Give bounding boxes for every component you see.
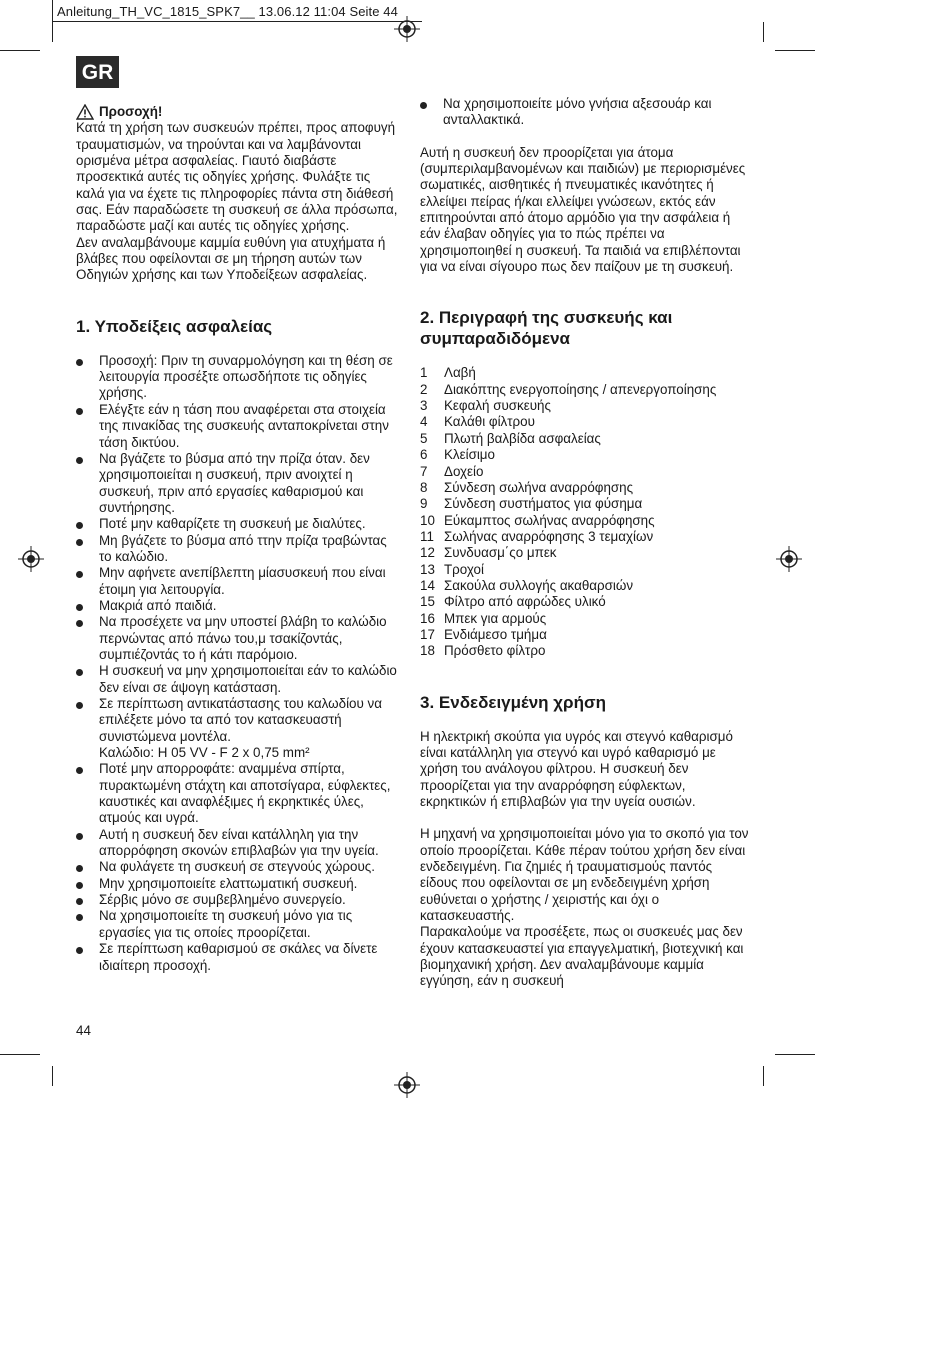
parts-item bbox=[420, 594, 750, 610]
list-item: Προσοχή: Πριν τη συναρμολόγηση και τη θέση σε λειτουργία προσέξτε οπωσδήποτε τις οδηγίες χρήσης. bbox=[76, 353, 402, 402]
part-label: Σύνδεση σωλήνα αναρρόφησης bbox=[444, 479, 634, 495]
crop-mark bbox=[775, 1054, 815, 1055]
part-number: 12 bbox=[420, 545, 435, 561]
intended-use-paragraph: Η ηλεκτρική σκούπα για υγρός και στεγνό καθαρισμό είναι κατάλληλη για στεγνό και υγρό καθαρισμό με χρήση του ανάλογου φίλτρου. Η συσκευή δεν προορίζεται για την αναρρόφηση εύφλεκτων, εκρηκτικών ή επιβλαβών για την υγεία ουσιών. bbox=[420, 728, 733, 809]
parts-item bbox=[420, 464, 750, 480]
parts-item bbox=[420, 643, 750, 659]
warning-title: Προσοχή! bbox=[99, 104, 163, 119]
crop-mark bbox=[0, 1054, 40, 1055]
part-label: Φίλτρο από αφρώδες υλικό bbox=[444, 594, 606, 610]
part-label: Καλάθι φίλτρου bbox=[444, 414, 535, 430]
list-item: Η συσκευή να μην χρησιμοποιείται εάν το καλώδιο δεν είναι σε άψογη κατάσταση. bbox=[76, 663, 402, 696]
part-number: 10 bbox=[420, 512, 435, 528]
list-item: Ελέγξτε εάν η τάση που αναφέρεται στα στοιχεία της πινακίδας της συσκευής ανταποκρίνεται στην τάση δικτύου. bbox=[76, 402, 402, 451]
list-item: Μην αφήνετε ανεπίβλεπτη μίασυσκευή που είναι έτοιμη για λειτουργία. bbox=[76, 565, 402, 598]
part-number: 11 bbox=[420, 528, 434, 544]
crop-mark bbox=[763, 1066, 764, 1086]
right-column bbox=[420, 96, 750, 990]
parts-item bbox=[420, 398, 750, 414]
registration-mark-icon bbox=[18, 546, 44, 572]
part-number: 6 bbox=[420, 447, 428, 463]
part-label: Δοχείο bbox=[444, 463, 484, 479]
part-number: 9 bbox=[420, 496, 428, 512]
slug-divider bbox=[52, 0, 53, 22]
part-number: 16 bbox=[420, 610, 435, 626]
warning-triangle-icon bbox=[76, 104, 94, 120]
parts-item bbox=[420, 431, 750, 447]
part-label: Διακόπτης ενεργοποίησης / απενεργοποίησης bbox=[444, 381, 717, 397]
intended-use-paragraph: Η μηχανή να χρησιμοποιείται μόνο για το σκοπό για τον οποίο προορίζεται. Κάθε πέραν τούτου χρήση δεν είναι ενδεδειγμένη. Για ζημιές ή τραυματισμούς παντός είδους που οφείλονται σε μη ενδεδειγμένη χρήση ευθύνεται ο χρήστης / χειριστής και όχι ο κατασκευαστής. bbox=[420, 826, 749, 924]
warning-paragraph: Δεν αναλαμβάνουμε καμμία ευθύνη για ατυχήματα ή βλάβες που οφείλονται σε μη τήρηση αυτών των Οδηγιών χρήσης και των Υποδείξεων ασφαλείας. bbox=[76, 234, 386, 283]
part-number: 4 bbox=[420, 414, 428, 430]
parts-item bbox=[420, 513, 750, 529]
crop-mark bbox=[52, 22, 53, 42]
intended-use-paragraph: Παρακαλούμε να προσέξετε, πως οι συσκευές μας δεν έχουν κατασκευαστεί για επαγγελματική, βιοτεχνική και βιομηχανική χρήση. Δεν αναλαμβάνουμε καμμία εγγύηση, εάν η συσκευή bbox=[420, 924, 744, 989]
list-item bbox=[76, 696, 402, 761]
part-label: Εύκαμπτος σωλήνας αναρρόφησης bbox=[444, 512, 655, 528]
crop-mark bbox=[52, 1066, 53, 1086]
part-label: Συνδυασμ΄ςο μπεκ bbox=[444, 545, 557, 561]
print-slug: Anleitung_TH_VC_1815_SPK7__ 13.06.12 11:04 Seite 44 bbox=[57, 4, 398, 19]
parts-item bbox=[420, 545, 750, 561]
part-label: Σωλήνας αναρρόφησης 3 τεμαχίων bbox=[444, 528, 654, 544]
list-item: Να χρησιμοποιείτε μόνο γνήσια αξεσουάρ και ανταλλακτικά. bbox=[420, 96, 750, 129]
list-item: Μη βγάζετε το βύσμα από ττην πρίζα τραβώντας το καλώδιο. bbox=[76, 533, 402, 566]
part-label: Ενδιάμεσο τμήμα bbox=[444, 626, 547, 642]
part-label: Μπεκ για αρμούς bbox=[444, 610, 547, 626]
part-number: 14 bbox=[420, 577, 435, 593]
crop-mark bbox=[775, 50, 815, 51]
list-item-text: Σε περίπτωση αντικατάστασης του καλωδίου να επιλέξετε μόνο τα από τον κατασκευαστή συνιστώμενα μοντέλα. bbox=[99, 696, 382, 744]
part-number: 8 bbox=[420, 479, 428, 495]
accessory-note bbox=[420, 96, 750, 129]
section-heading-safety: 1. Υποδείξεις ασφαλείας bbox=[76, 316, 273, 336]
section-heading-intended-use: 3. Ενδεδειγμένη χρήση bbox=[420, 692, 606, 712]
list-item: Ποτέ μην καθαρίζετε τη συσκευή με διαλύτες. bbox=[76, 516, 402, 532]
part-number: 15 bbox=[420, 594, 435, 610]
list-item: Μακριά από παιδιά. bbox=[76, 598, 402, 614]
part-number: 17 bbox=[420, 626, 435, 642]
crop-mark bbox=[763, 22, 764, 42]
registration-mark-icon bbox=[394, 16, 420, 42]
parts-item bbox=[420, 529, 750, 545]
language-badge: GR bbox=[76, 56, 119, 88]
parts-item bbox=[420, 480, 750, 496]
list-item: Να βγάζετε το βύσμα από την πρίζα όταν. δεν χρησιμοποιείται η συσκευή, πριν ανοιχτεί η συσκευή, πριν από εργασίες καθαρισμού και συντήρησης. bbox=[76, 451, 402, 516]
left-column bbox=[76, 104, 402, 974]
parts-item bbox=[420, 496, 750, 512]
warning-heading bbox=[76, 104, 402, 120]
list-item: Σε περίπτωση καθαρισμού σε σκάλες να δίνετε ιδιαίτερη προσοχή. bbox=[76, 941, 402, 974]
parts-item bbox=[420, 627, 750, 643]
section-heading-description: 2. Περιγραφή της συσκευής και συμπαραδιδόμενα bbox=[420, 308, 673, 349]
parts-item bbox=[420, 414, 750, 430]
parts-list bbox=[420, 365, 750, 659]
cable-spec: Καλώδιο: H 05 VV - F 2 x 0,75 mm² bbox=[99, 745, 310, 761]
list-item: Αυτή η συσκευή δεν είναι κατάλληλη για την απορρόφηση σκονών επιβλαβών για την υγεία. bbox=[76, 827, 402, 860]
part-number: 2 bbox=[420, 381, 428, 397]
part-label: Κεφαλή συσκευής bbox=[444, 398, 551, 414]
page-number: 44 bbox=[76, 1023, 91, 1038]
part-label: Τροχοί bbox=[444, 561, 484, 577]
list-item: Να φυλάγετε τη συσκευή σε στεγνούς χώρους. bbox=[76, 859, 402, 875]
part-label: Σύνδεση συστήματος για φύσημα bbox=[444, 496, 643, 512]
parts-item bbox=[420, 611, 750, 627]
intro-paragraph: Αυτή η συσκευή δεν προορίζεται για άτομα (συμπεριλαμβανομένων και παιδιών) με περιορισμένες σωματικές, αισθητικές ή πνευματικές ικανότητες ή ελλείψει πείρας ή/και ελλείψει γνώσεων, εκτός εάν επιτηρούνται από άτομο αρμόδιο για την ασφάλεια ή εάν έλαβαν οδηγίες για το πώς πρέπει να χρησιμοποιηθεί η συσκευή. Τα παιδιά να επιβλέπονται για να είναι σίγουρο πως δεν παίζουν με τη συσκευή. bbox=[420, 144, 746, 275]
registration-mark-icon bbox=[776, 546, 802, 572]
warning-paragraph: Κατά τη χρήση των συσκευών πρέπει, προς αποφυγή τραυματισμών, να τηρούνται και να λαμβάνονται ορισμένα μέτρα ασφαλείας. Γιαυτό διαβάστε προσεκτικά αυτές τις οδηγίες χρήσης. Φυλάξτε τις καλά για να έχετε τις πληροφορίες πάντα στη διάθεσή σας. Εάν παραδώσετε τη συσκευή σε άλλα πρόσωπα, παραδώστε μαζί και αυτές τις οδηγίες χρήσης. bbox=[76, 120, 398, 234]
part-number: 18 bbox=[420, 643, 435, 659]
list-item: Να προσέχετε να μην υποστεί βλάβη το καλώδιο περνώντας από πάνω του,μ τσακίζοντάς, συμπιέζοντάς το ή κάτι παρόμοιο. bbox=[76, 614, 402, 663]
crop-mark bbox=[0, 50, 40, 51]
parts-item bbox=[420, 447, 750, 463]
part-label: Λαβή bbox=[444, 365, 476, 381]
list-item: Να χρησιμοποιείτε τη συσκευή μόνο για τις εργασίες για τις οποίες προορίζεται. bbox=[76, 908, 402, 941]
part-number: 7 bbox=[420, 463, 428, 479]
parts-item bbox=[420, 578, 750, 594]
list-item: Ποτέ μην απορροφάτε: αναμμένα σπίρτα, πυρακτωμένη στάχτη και αποτσίγαρα, εύφλεκτες, καυστικές και αναφλέξιμες ή εκρηκτικές ύλες, ατμούς και υγρά. bbox=[76, 761, 402, 826]
part-label: Σακούλα συλλογής ακαθαρσιών bbox=[444, 577, 634, 593]
list-item: Μην χρησιμοποιείτε ελαττωματική συσκευή. bbox=[76, 876, 402, 892]
parts-item bbox=[420, 382, 750, 398]
parts-item bbox=[420, 365, 750, 381]
part-label: Πλωτή βαλβίδα ασφαλείας bbox=[444, 430, 601, 446]
part-label: Πρόσθετο φίλτρο bbox=[444, 643, 546, 659]
list-item: Σέρβις μόνο σε συμβεβλημένο συνεργείο. bbox=[76, 892, 402, 908]
slug-underline bbox=[52, 21, 422, 22]
parts-item bbox=[420, 562, 750, 578]
safety-list bbox=[76, 353, 402, 974]
part-number: 3 bbox=[420, 398, 428, 414]
part-label: Κλείσιμο bbox=[444, 447, 495, 463]
part-number: 5 bbox=[420, 430, 428, 446]
registration-mark-icon bbox=[394, 1072, 420, 1098]
part-number: 13 bbox=[420, 561, 435, 577]
part-number: 1 bbox=[420, 365, 428, 381]
